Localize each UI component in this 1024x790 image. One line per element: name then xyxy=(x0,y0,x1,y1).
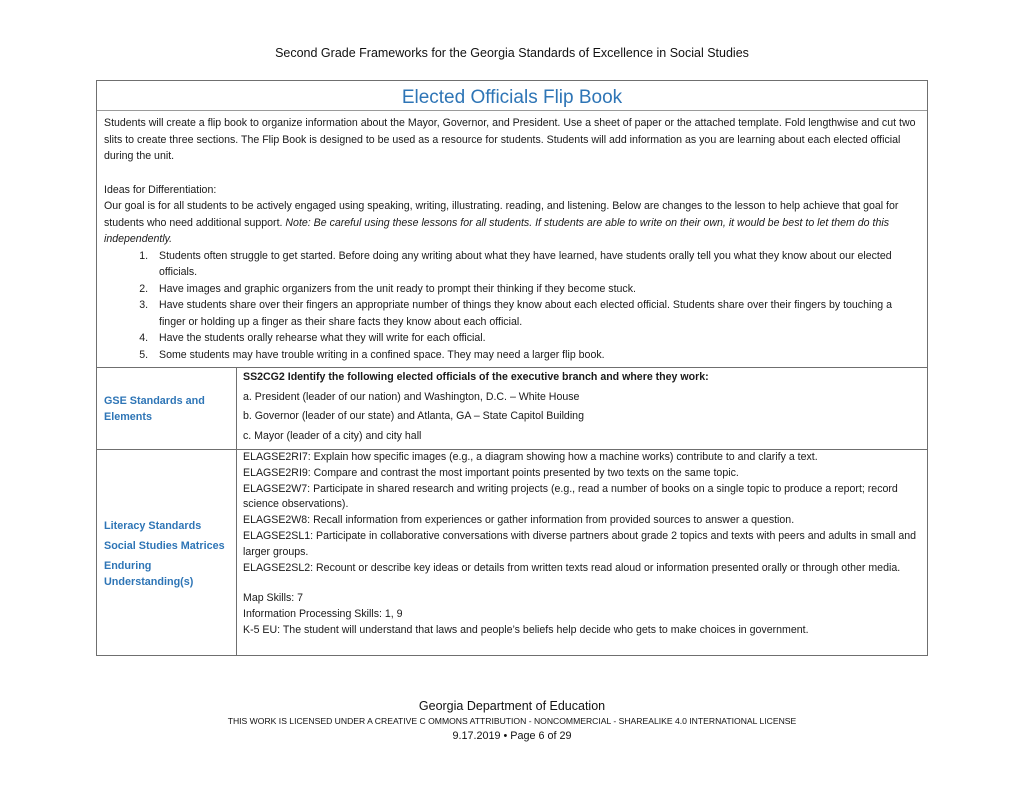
literacy-standard: ELAGSE2SL1: Participate in collaborative conversations with diverse partners about grade 2 topics and texts with peers and adults in small and larger groups. xyxy=(243,529,917,558)
gse-standards-row xyxy=(97,367,927,449)
literacy-content-cell xyxy=(237,450,927,655)
list-item: 3. Have students share over their fingers an appropriate number of things they know about each elected official. Students share over their fingers by touching a finger or holding up a finger as their share facts they know about each official. xyxy=(151,297,920,330)
literacy-standard: ELAGSE2W8: Recall information from experiences or gather information from provided sources to answer a question. xyxy=(243,514,795,527)
gse-standard: SS2CG2 Identify the following elected officials of the executive branch and where they work: xyxy=(243,371,709,383)
enduring-understandings-label: Enduring Understanding(s) xyxy=(104,559,194,588)
list-item: 2. Have images and graphic organizers from the unit ready to prompt their thinking if they become stuck. xyxy=(151,281,920,298)
gse-label-cell xyxy=(97,368,237,449)
gse-element: c. Mayor (leader of a city) and city hall xyxy=(243,429,422,442)
literacy-standard: ELAGSE2SL2: Recount or describe key ideas or details from written texts read aloud or information presented orally or through other media. xyxy=(243,561,901,574)
list-item: 4. Have the students orally rehearse what they will write for each official. xyxy=(151,330,920,347)
differentiation-paragraph xyxy=(104,198,920,248)
literacy-standard: ELAGSE2RI7: Explain how specific images (e.g., a diagram showing how a machine works) contribute to and clarify a text. xyxy=(243,451,818,463)
literacy-standard: ELAGSE2RI9: Compare and contrast the most important points presented by two texts on the same topic. xyxy=(243,466,739,479)
differentiation-list xyxy=(104,248,920,364)
gse-element: b. Governor (leader of our state) and Atlanta, GA – State Capitol Building xyxy=(243,410,584,422)
lesson-table xyxy=(96,80,928,656)
intro-cell xyxy=(97,111,927,367)
footer-license: THIS WORK IS LICENSED UNDER A CREATIVE C OMMONS ATTRIBUTION - NONCOMMERCIAL - SHAREALIKE 4.0 INTERNATIONAL LICENSE xyxy=(227,716,797,726)
differentiation-heading: Ideas for Differentiation: xyxy=(104,183,217,196)
literacy-row xyxy=(97,449,927,655)
literacy-label-cell xyxy=(97,450,237,655)
list-item: 5. Some students may have trouble writing in a confined space. They may need a larger flip book. xyxy=(151,347,920,364)
literacy-standards-label: Literacy Standards xyxy=(104,519,202,532)
literacy-standard: ELAGSE2W7: Participate in shared research and writing projects (e.g., read a number of books on a single topic to produce a report; record science observations). xyxy=(243,482,898,511)
info-processing-skills: Information Processing Skills: 1, 9 xyxy=(243,608,403,621)
gse-content-cell xyxy=(237,368,927,449)
gse-label: GSE Standards and Elements xyxy=(104,394,205,423)
gse-element: a. President (leader of our nation) and Washington, D.C. – White House xyxy=(243,390,580,403)
social-studies-matrices-label: Social Studies Matrices xyxy=(104,539,225,552)
map-skills: Map Skills: 7 xyxy=(243,592,304,605)
differentiation-text: Our goal is for all students to be actively engaged using speaking, writing, illustrating. reading, and listening. Below are changes to the lesson to help achieve that goal for students who need additional support. xyxy=(104,200,899,229)
footer-department: Georgia Department of Education xyxy=(418,699,606,713)
differentiation-note: Note: Be careful using these lessons for all students. If students are able to write on their own, it would be best to let them do this independently. xyxy=(104,216,889,245)
lesson-title: Elected Officials Flip Book xyxy=(97,81,927,111)
footer-page-number: 9.17.2019 • Page 6 of 29 xyxy=(452,730,572,742)
intro-paragraph: Students will create a flip book to organize information about the Mayor, Governor, and President. Use a sheet of paper or the attached template. Fold lengthwise and cut two slits to create three sections. The Flip Book is designed to be used as a resource for students. Students will add information as you are learning about each elected official during the unit. xyxy=(104,117,916,162)
running-header: Second Grade Frameworks for the Georgia Standards of Excellence in Social Studies xyxy=(275,46,749,60)
list-item: 1. Students often struggle to get started. Before doing any writing about what they have learned, have students orally tell you what they know about our elected officials. xyxy=(151,248,920,281)
enduring-understanding: K-5 EU: The student will understand that laws and people’s beliefs help decide who gets to make choices in government. xyxy=(243,623,809,636)
